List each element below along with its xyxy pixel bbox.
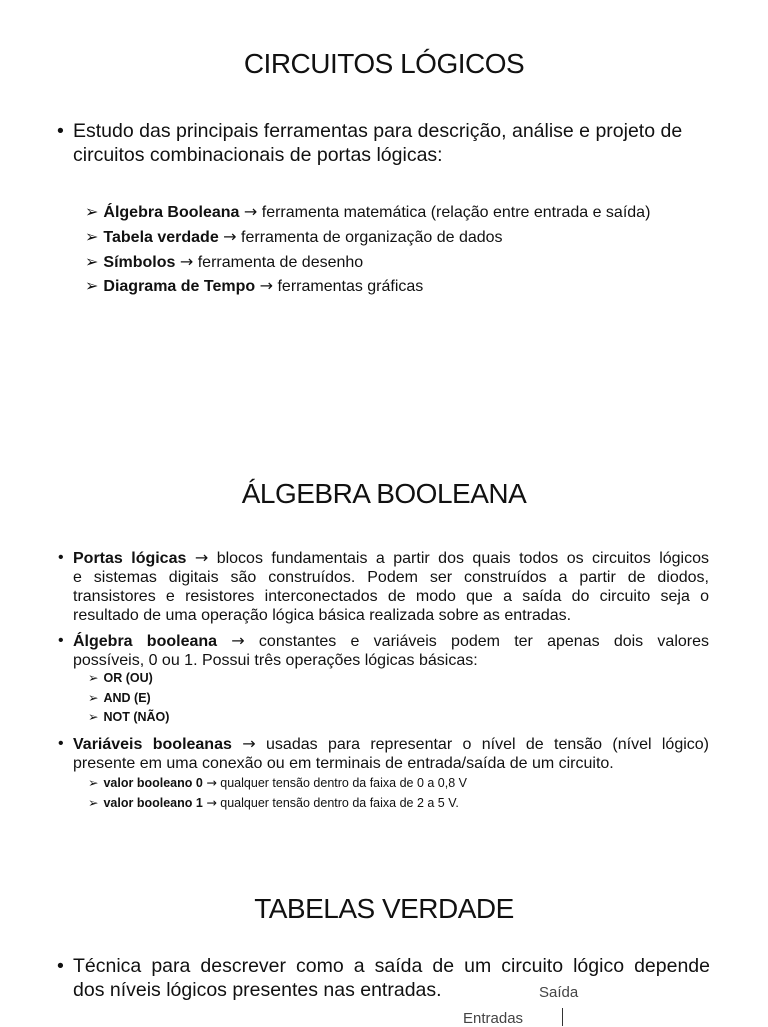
- right-arrow-icon: →: [242, 734, 256, 753]
- operation-label: OR (OU): [103, 671, 153, 685]
- right-arrow-icon: →: [243, 202, 258, 221]
- tool-term: Álgebra Booleana: [103, 204, 240, 221]
- bullet-icon: •: [57, 955, 64, 977]
- portas-term: Portas lógicas: [73, 550, 187, 567]
- tabelas-line-1: Técnica para descrever como a saída de um circuito lógico depende: [73, 955, 710, 977]
- operation-not: [88, 708, 169, 727]
- portas-line-4: resultado de uma operação lógica básica realizada sobre as entradas.: [73, 607, 572, 624]
- value-desc: qualquer tensão dentro da faixa de 2 a 5 V.: [220, 796, 459, 810]
- section-title-algebra-booleana: ÁLGEBRA BOOLEANA: [241, 478, 527, 509]
- truth-table-divider: [562, 1008, 563, 1026]
- bullet-variaveis-booleanas: [58, 734, 710, 773]
- algebra-line-1: constantes e variáveis podem ter apenas dois valores: [258, 633, 709, 650]
- tool-desc: ferramentas gráficas: [277, 278, 424, 295]
- bullet-tabelas-verdade: [57, 954, 710, 1002]
- bullet-icon: •: [58, 549, 64, 566]
- tool-term: Símbolos: [103, 254, 176, 271]
- arrowhead-bullet-icon: ➢: [85, 254, 99, 271]
- tool-term: Tabela verdade: [103, 229, 219, 246]
- tool-desc: ferramenta de organização de dados: [241, 229, 503, 246]
- truth-table-inputs-label: Entradas: [463, 1010, 524, 1027]
- right-arrow-icon: →: [179, 252, 194, 271]
- portas-line-3: transistores e resistores interconectados de modo que a saída do circuito seja o: [73, 588, 709, 605]
- intro-bullet: [57, 119, 683, 167]
- right-arrow-icon: →: [223, 227, 237, 246]
- bullet-portas-logicas: [58, 548, 709, 625]
- variaveis-line-2: presente em uma conexão ou em terminais de entrada/saída de um circuito.: [73, 755, 614, 772]
- arrowhead-bullet-icon: ➢: [85, 204, 99, 221]
- bullet-algebra-booleana: [58, 631, 709, 670]
- variaveis-line-1: usadas para representar o nível de tensão (nível lógico): [266, 736, 710, 753]
- operation-label: AND (E): [103, 691, 151, 705]
- value-term: valor booleano 0: [103, 776, 203, 790]
- arrowhead-bullet-icon: ➢: [88, 796, 99, 810]
- right-arrow-icon: →: [194, 548, 209, 567]
- tabelas-line-2: dos níveis lógicos presentes nas entradas.: [73, 979, 442, 1001]
- bullet-icon: •: [58, 735, 64, 752]
- portas-line-1: blocos fundamentais a partir dos quais todos os circuitos lógicos: [216, 550, 709, 567]
- algebra-line-2: possíveis, 0 ou 1. Possui três operações lógicas básicas:: [73, 652, 478, 669]
- tool-item-simbolos: [85, 250, 363, 275]
- arrowhead-bullet-icon: ➢: [88, 776, 99, 790]
- tool-term: Diagrama de Tempo: [103, 278, 256, 295]
- bullet-icon: •: [57, 120, 64, 142]
- right-arrow-icon: →: [231, 631, 245, 650]
- right-arrow-icon: →: [206, 775, 217, 790]
- tool-item-diagrama: [85, 274, 423, 299]
- bullet-icon: •: [58, 632, 64, 649]
- value-term: valor booleano 1: [103, 796, 203, 810]
- arrowhead-bullet-icon: ➢: [88, 671, 99, 685]
- variaveis-term: Variáveis booleanas: [73, 736, 232, 753]
- operation-and: [88, 689, 151, 708]
- arrowhead-bullet-icon: ➢: [85, 229, 99, 246]
- section-title-tabelas-verdade: TABELAS VERDADE: [254, 893, 514, 924]
- operation-or: [88, 669, 153, 688]
- tool-desc: ferramenta de desenho: [197, 254, 364, 271]
- intro-line-1: Estudo das principais ferramentas para descrição, análise e projeto de: [73, 120, 683, 142]
- boolean-value-1: [88, 793, 459, 813]
- portas-line-2: e sistemas digitais são construídos. Podem ser construídos a partir de diodos,: [73, 569, 709, 586]
- section-title-circuitos-logicos: CIRCUITOS LÓGICOS: [243, 48, 525, 79]
- right-arrow-icon: →: [259, 276, 274, 295]
- truth-table-output-label: Saída: [539, 984, 579, 1001]
- tool-item-algebra: [85, 200, 650, 225]
- operation-label: NOT (NÃO): [103, 710, 170, 724]
- arrowhead-bullet-icon: ➢: [85, 278, 99, 295]
- algebra-term: Álgebra booleana: [73, 633, 218, 650]
- boolean-value-0: [88, 773, 467, 793]
- value-desc: qualquer tensão dentro da faixa de 0 a 0,8 V: [220, 776, 467, 790]
- arrowhead-bullet-icon: ➢: [88, 710, 99, 724]
- tool-item-tabela: [85, 225, 503, 250]
- right-arrow-icon: →: [206, 795, 217, 810]
- intro-line-2: circuitos combinacionais de portas lógicas:: [73, 144, 443, 166]
- arrowhead-bullet-icon: ➢: [88, 691, 99, 705]
- tool-desc: ferramenta matemática (relação entre entrada e saída): [261, 204, 651, 221]
